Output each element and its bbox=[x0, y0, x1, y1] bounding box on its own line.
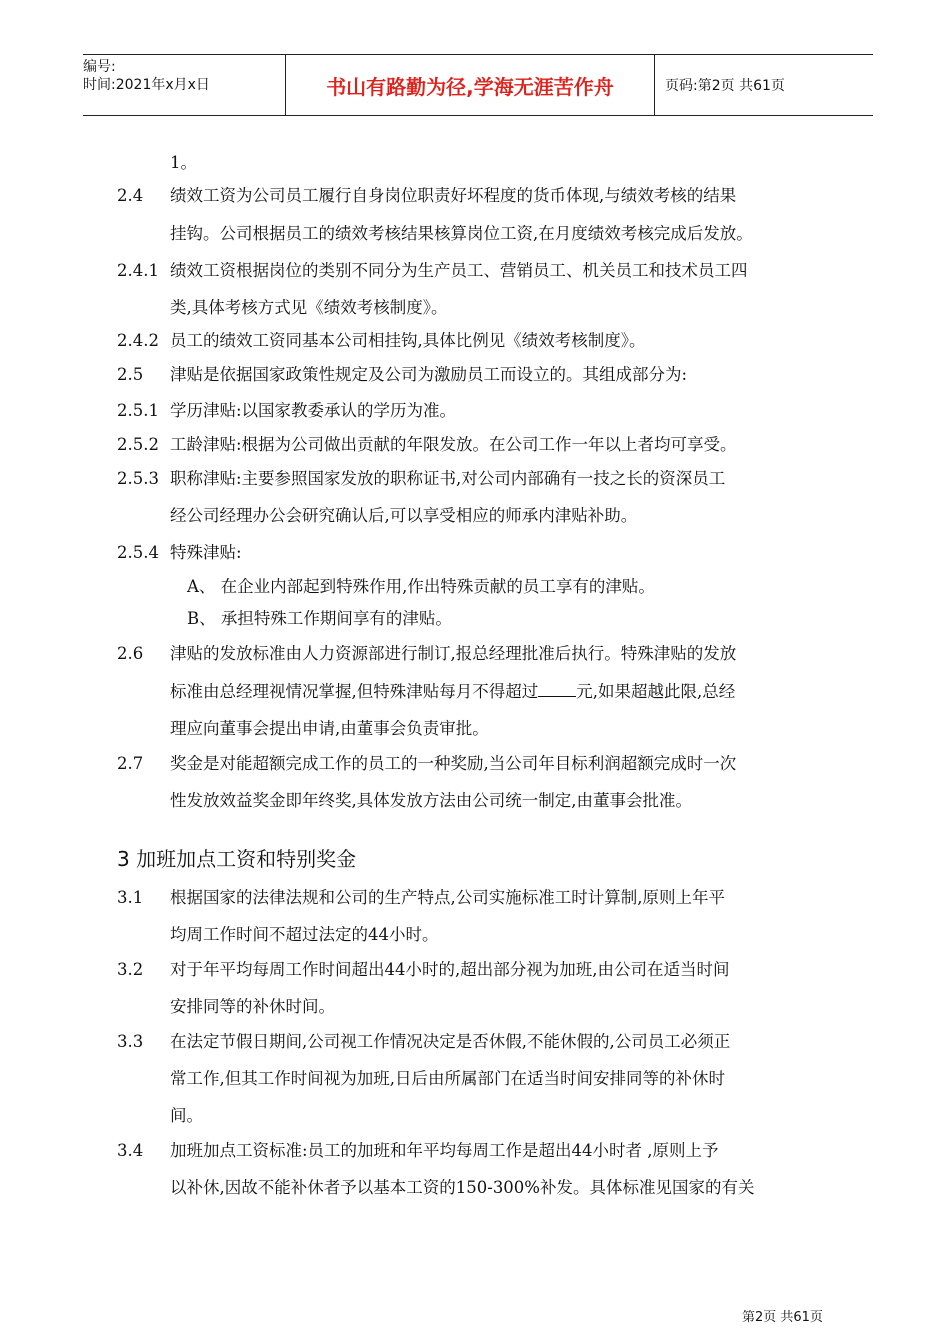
clause-text: 津贴是依据国家政策性规定及公司为激励员工而设立的。其组成部分为: bbox=[170, 365, 688, 384]
clause-text: 性发放效益奖金即年终奖,具体发放方法由公司统一制定,由董事会批准。 bbox=[170, 791, 692, 810]
clause-number: 3.4 bbox=[117, 1141, 144, 1160]
clause-number: 2.4 bbox=[117, 186, 144, 205]
clause-text: 常工作,但其工作时间视为加班,日后由所属部门在适当时间安排同等的补休时 bbox=[170, 1069, 725, 1088]
header-meta bbox=[83, 55, 285, 115]
clause-number: 2.5.3 bbox=[117, 469, 159, 488]
page-footer: 第2页 共61页 bbox=[742, 1310, 823, 1325]
time-label: 时间:2021年x月x日 bbox=[83, 77, 210, 93]
clause-text: A、 在企业内部起到特殊作用,作出特殊贡献的员工享有的津贴。 bbox=[187, 577, 655, 596]
clause-text: 类,具体考核方式见《绩效考核制度》。 bbox=[170, 298, 448, 317]
clause-text: 以补休,因故不能补休者予以基本工资的150-300%补发。具体标准见国家的有关 bbox=[170, 1178, 755, 1197]
clause-number: 2.7 bbox=[117, 754, 144, 773]
clause-number: 2.5.4 bbox=[117, 543, 159, 562]
clause-text: 特殊津贴: bbox=[170, 543, 242, 562]
fill-blank bbox=[538, 682, 576, 697]
clause-number: 2.6 bbox=[117, 644, 144, 663]
clause-text: 均周工作时间不超过法定的44小时。 bbox=[170, 925, 439, 944]
clause-text: 员工的绩效工资同基本公司相挂钩,具体比例见《绩效考核制度》。 bbox=[170, 331, 646, 350]
clause-text: B、 承担特殊工作期间享有的津贴。 bbox=[187, 609, 452, 628]
clause-text: 间。 bbox=[170, 1106, 203, 1125]
clause-text: 标准由总经理视情况掌握,但特殊津贴每月不得超过 元,如果超越此限,总经 bbox=[170, 682, 736, 701]
clause-text: 加班加点工资标准:员工的加班和年平均每周工作是超出44小时者 ,原则上予 bbox=[170, 1141, 719, 1160]
clause-text: 学历津贴:以国家教委承认的学历为准。 bbox=[170, 401, 457, 420]
clause-text: 根据国家的法律法规和公司的生产特点,公司实施标准工时计算制,原则上年平 bbox=[170, 888, 725, 907]
clause-text: 安排同等的补休时间。 bbox=[170, 997, 335, 1016]
clause-number: 2.5.1 bbox=[117, 401, 159, 420]
page-header bbox=[83, 54, 873, 116]
clause-text: 津贴的发放标准由人力资源部进行制订,报总经理批准后执行。特殊津贴的发放 bbox=[170, 644, 737, 663]
clause-text: 奖金是对能超额完成工作的员工的一种奖励,当公司年目标利润超额完成时一次 bbox=[170, 754, 737, 773]
clause-text: 对于年平均每周工作时间超出44小时的,超出部分视为加班,由公司在适当时间 bbox=[170, 960, 730, 979]
clause-number: 2.5 bbox=[117, 365, 144, 384]
clause-text: 经公司经理办公会研究确认后,可以享受相应的师承内津贴补助。 bbox=[170, 506, 638, 525]
clause-number: 2.4.2 bbox=[117, 331, 159, 350]
header-motto: 书山有路勤为径,学海无涯苦作舟 bbox=[285, 55, 655, 115]
clause-number: 3.1 bbox=[117, 888, 144, 907]
clause-text: 绩效工资根据岗位的类别不同分为生产员工、营销员工、机关员工和技术员工四 bbox=[170, 261, 748, 280]
clause-number: 2.5.2 bbox=[117, 435, 159, 454]
clause-text: 挂钩。公司根据员工的绩效考核结果核算岗位工资,在月度绩效考核完成后发放。 bbox=[170, 224, 753, 243]
clause-text: 绩效工资为公司员工履行自身岗位职责好坏程度的货币体现,与绩效考核的结果 bbox=[170, 186, 737, 205]
clause-text: 1。 bbox=[170, 153, 197, 172]
clause-text: 理应向董事会提出申请,由董事会负责审批。 bbox=[170, 719, 489, 738]
clause-text: 在法定节假日期间,公司视工作情况决定是否休假,不能休假的,公司员工必须正 bbox=[170, 1032, 731, 1051]
clause-number: 3.2 bbox=[117, 960, 144, 979]
clause-text: 工龄津贴:根据为公司做出贡献的年限发放。在公司工作一年以上者均可享受。 bbox=[170, 435, 737, 454]
code-label: 编号: bbox=[83, 59, 116, 75]
clause-number: 3.3 bbox=[117, 1032, 144, 1051]
clause-text: 职称津贴:主要参照国家发放的职称证书,对公司内部确有一技之长的资深员工 bbox=[170, 469, 726, 488]
clause-number: 2.4.1 bbox=[117, 261, 159, 280]
section-title: 3 加班加点工资和特别奖金 bbox=[117, 847, 357, 871]
header-page-info: 页码:第2页 共61页 bbox=[665, 78, 785, 94]
